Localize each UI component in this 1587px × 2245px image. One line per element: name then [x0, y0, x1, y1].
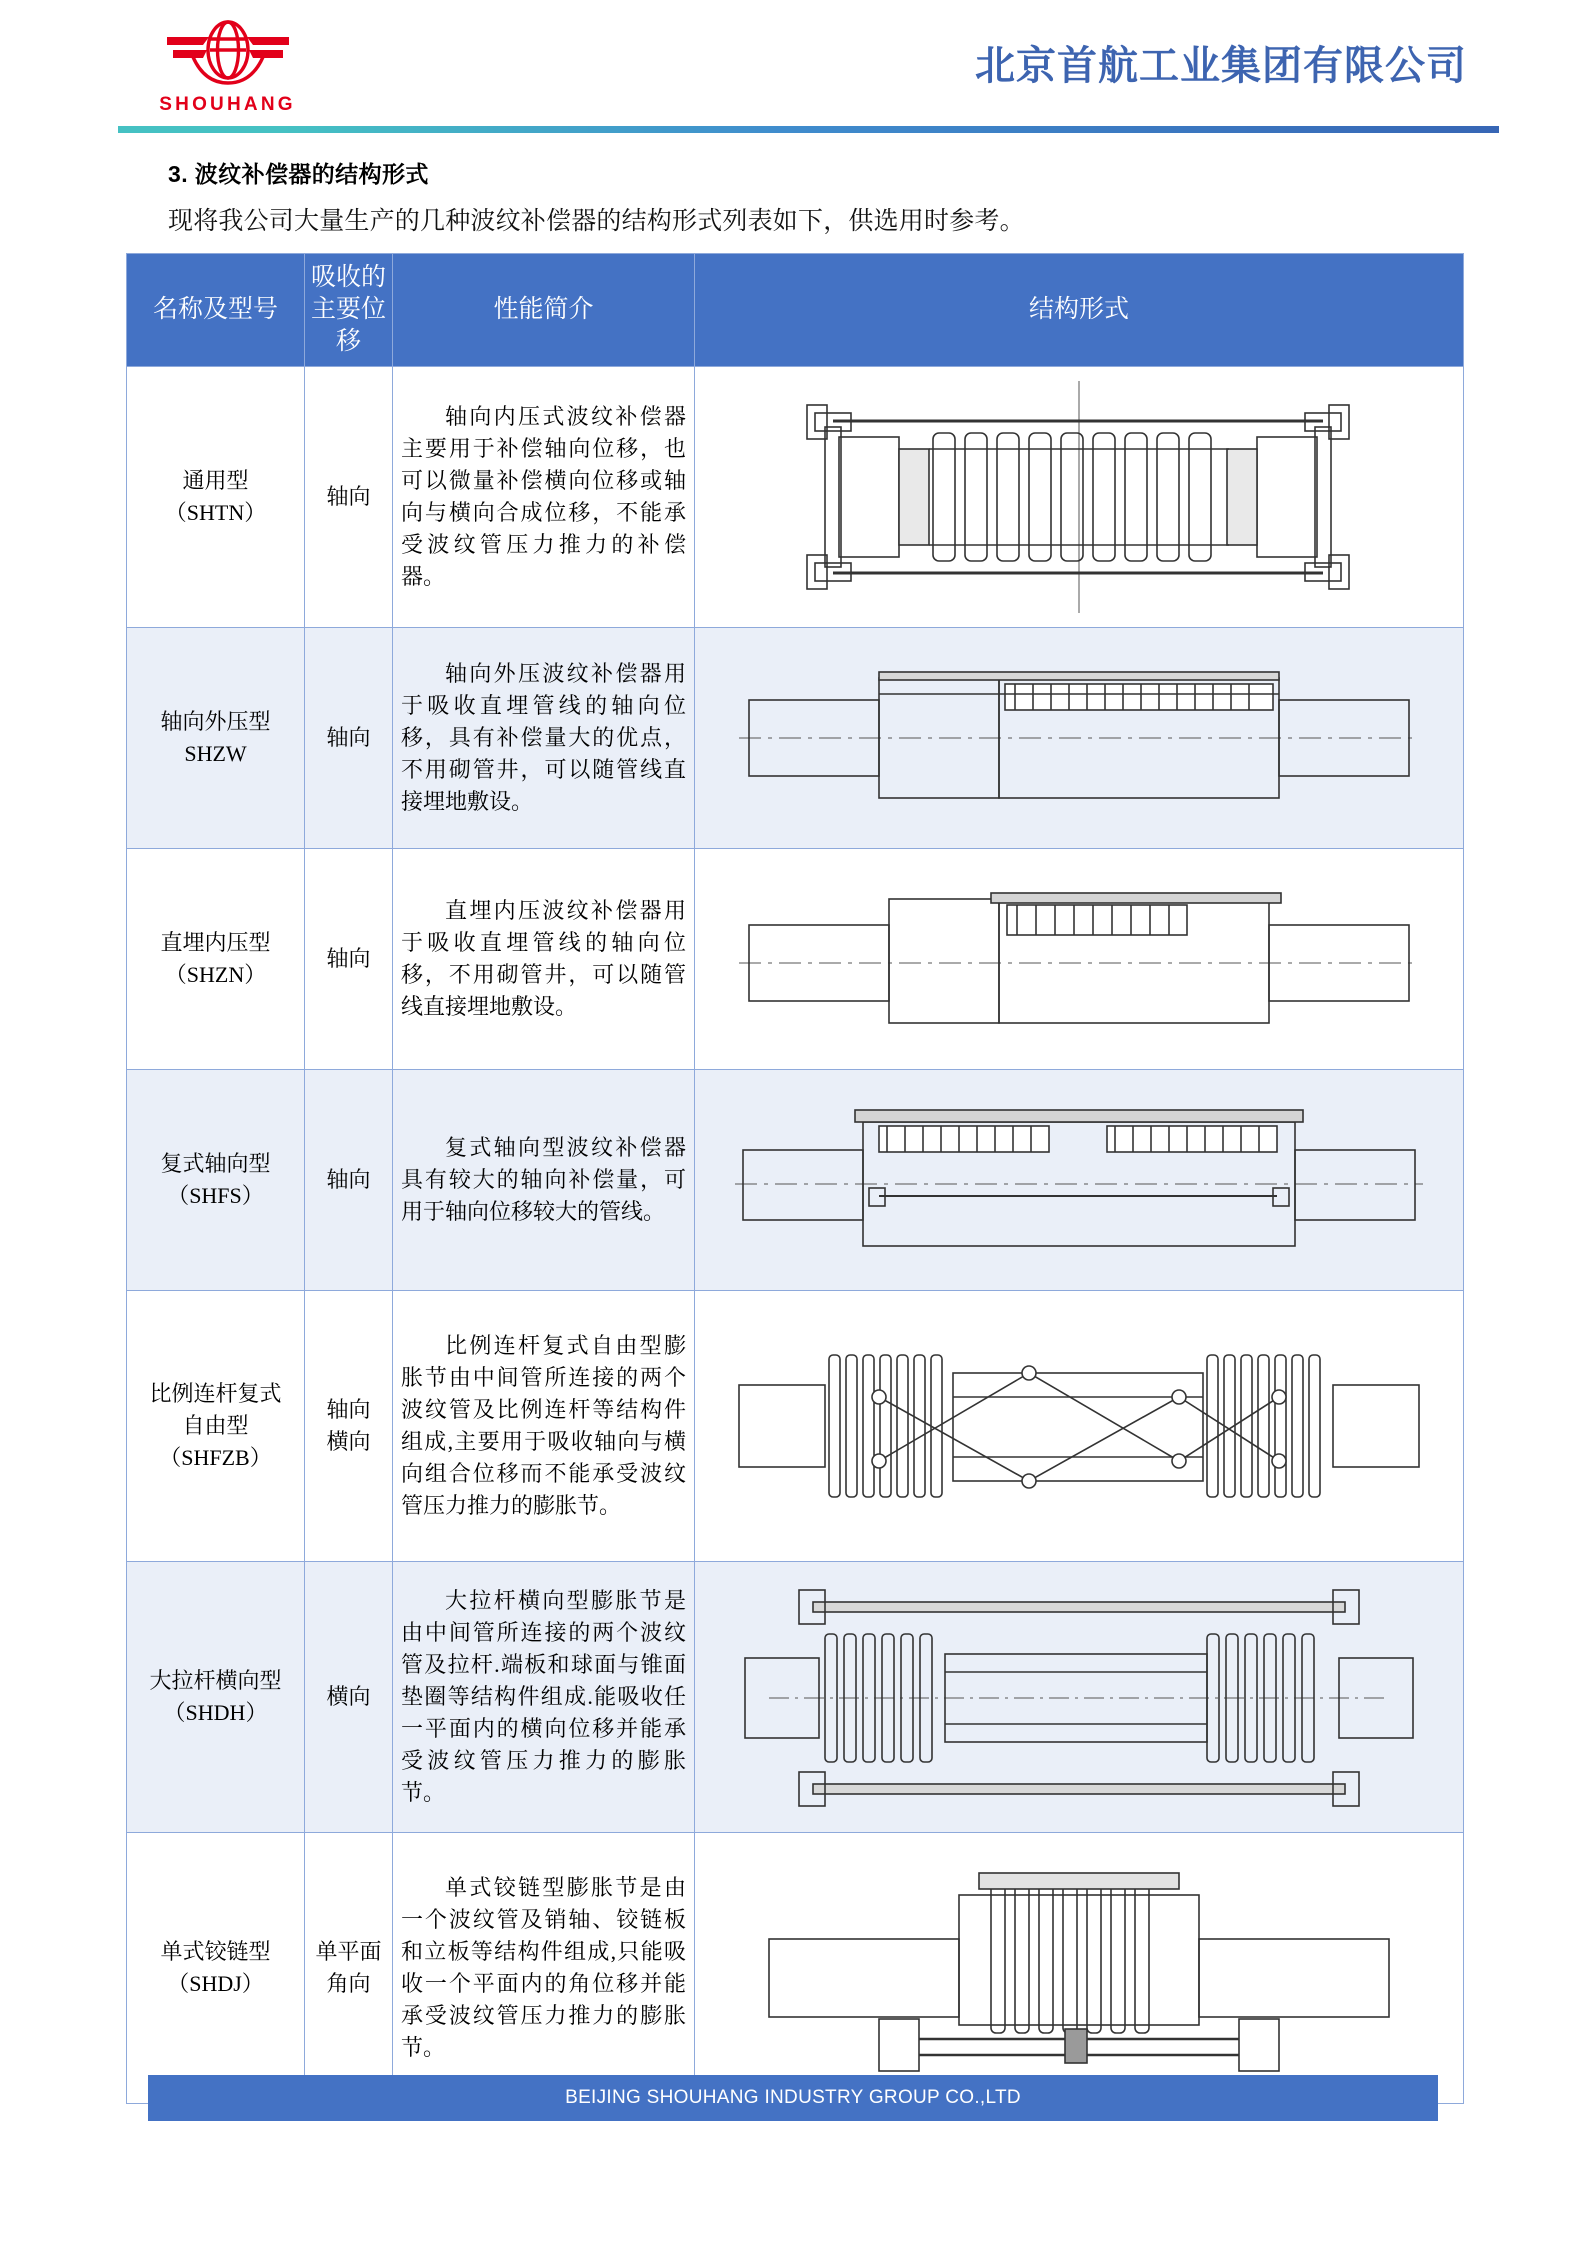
intro-paragraph: 现将我公司大量生产的几种波纹补偿器的结构形式列表如下，供选用时参考。: [168, 208, 1025, 235]
cell-structure-figure: [695, 1070, 1464, 1291]
cell-performance-description: 直埋内压波纹补偿器用于吸收直埋管线的轴向位移，不用砌管井，可以随管线直接埋地敷设。: [393, 849, 695, 1070]
cell-displacement: 单平面 角向: [305, 1833, 393, 2104]
table-header-row: [127, 254, 1464, 367]
cell-model-name: 通用型 （SHTN）: [127, 367, 305, 628]
header-divider: [118, 126, 1499, 133]
logo-wordmark: SHOUHANG: [159, 93, 296, 115]
cell-performance-description: 单式铰链型膨胀节是由一个波纹管及销轴、铰链板和立板等结构件组成,只能吸收一个平面内的角位移并能承受波纹管压力推力的膨胀节。: [393, 1833, 695, 2104]
cell-performance-description: 复式轴向型波纹补偿器具有较大的轴向补偿量，可用于轴向位移较大的管线。: [393, 1070, 695, 1291]
page-footer: [148, 2075, 1438, 2121]
cell-model-name: 比例连杆复式 自由型 （SHFZB）: [127, 1291, 305, 1562]
page-header: [0, 0, 1587, 128]
axial-external-pressure-bellows-icon: [703, 638, 1455, 838]
column-header-name: 名称及型号: [127, 254, 305, 367]
company-name-title: 北京首航工业集团有限公司: [975, 43, 1467, 88]
cell-performance-description: 大拉杆横向型膨胀节是由中间管所连接的两个波纹管及拉杆.端板和球面与锥面垫圈等结构件组成.能吸收任一平面内的横向位移并能承受波纹管压力推力的膨胀节。: [393, 1562, 695, 1833]
cell-structure-figure: [695, 1833, 1464, 2104]
cell-displacement: 轴向: [305, 1070, 393, 1291]
page-title: 3. 波纹补偿器的结构形式: [168, 161, 429, 187]
column-header-structure: 结构形式: [695, 254, 1464, 367]
bellows-compensator-table: [126, 253, 1464, 2104]
table-row: [127, 367, 1464, 628]
single-hinged-type-bellows-icon: [703, 1843, 1455, 2093]
universal-type-bellows-with-tie-rods-icon: [703, 377, 1455, 617]
table-row: [127, 1070, 1464, 1291]
cell-model-name: 复式轴向型 （SHFS）: [127, 1070, 305, 1291]
company-logo: [140, 17, 315, 116]
cell-displacement: 轴向: [305, 628, 393, 849]
cell-model-name: 直埋内压型 （SHZN）: [127, 849, 305, 1070]
spec-table-wrapper: [126, 253, 1463, 2104]
cell-performance-description: 轴向内压式波纹补偿器主要用于补偿轴向位移，也可以微量补偿横向位移或轴向与横向合成位移，不能承受波纹管压力推力的补偿器。: [393, 367, 695, 628]
cell-displacement: 轴向 横向: [305, 1291, 393, 1562]
table-row: [127, 849, 1464, 1070]
cell-structure-figure: [695, 849, 1464, 1070]
cell-model-name: 单式铰链型 （SHDJ）: [127, 1833, 305, 2104]
table-body: [127, 367, 1464, 2104]
cell-performance-description: 比例连杆复式自由型膨胀节由中间管所连接的两个波纹管及比例连杆等结构件组成,主要用于吸收轴向与横向组合位移而不能承受波纹管压力推力的膨胀节。: [393, 1291, 695, 1562]
table-row: [127, 628, 1464, 849]
large-tie-rod-lateral-type-bellows-icon: [703, 1572, 1455, 1822]
cell-structure-figure: [695, 1291, 1464, 1562]
proportional-linkage-compound-free-type-bellows-icon: [703, 1301, 1455, 1551]
direct-buried-internal-pressure-bellows-icon: [703, 859, 1455, 1059]
cell-structure-figure: [695, 1562, 1464, 1833]
cell-displacement: 轴向: [305, 849, 393, 1070]
footer-text: BEIJING SHOUHANG INDUSTRY GROUP CO.,LTD: [565, 2087, 1021, 2108]
compound-axial-type-bellows-icon: [703, 1080, 1455, 1280]
cell-model-name: 轴向外压型 SHZW: [127, 628, 305, 849]
table-row: [127, 1562, 1464, 1833]
cell-displacement: 横向: [305, 1562, 393, 1833]
shouhang-winged-emblem-icon: [163, 17, 293, 93]
cell-model-name: 大拉杆横向型 （SHDH）: [127, 1562, 305, 1833]
column-header-displacement: 吸收的主要位移: [305, 254, 393, 367]
column-header-performance: 性能简介: [393, 254, 695, 367]
cell-structure-figure: [695, 367, 1464, 628]
table-row: [127, 1291, 1464, 1562]
cell-displacement: 轴向: [305, 367, 393, 628]
cell-performance-description: 轴向外压波纹补偿器用于吸收直埋管线的轴向位移，具有补偿量大的优点，不用砌管井，可以随管线直接埋地敷设。: [393, 628, 695, 849]
cell-structure-figure: [695, 628, 1464, 849]
table-row: [127, 1833, 1464, 2104]
